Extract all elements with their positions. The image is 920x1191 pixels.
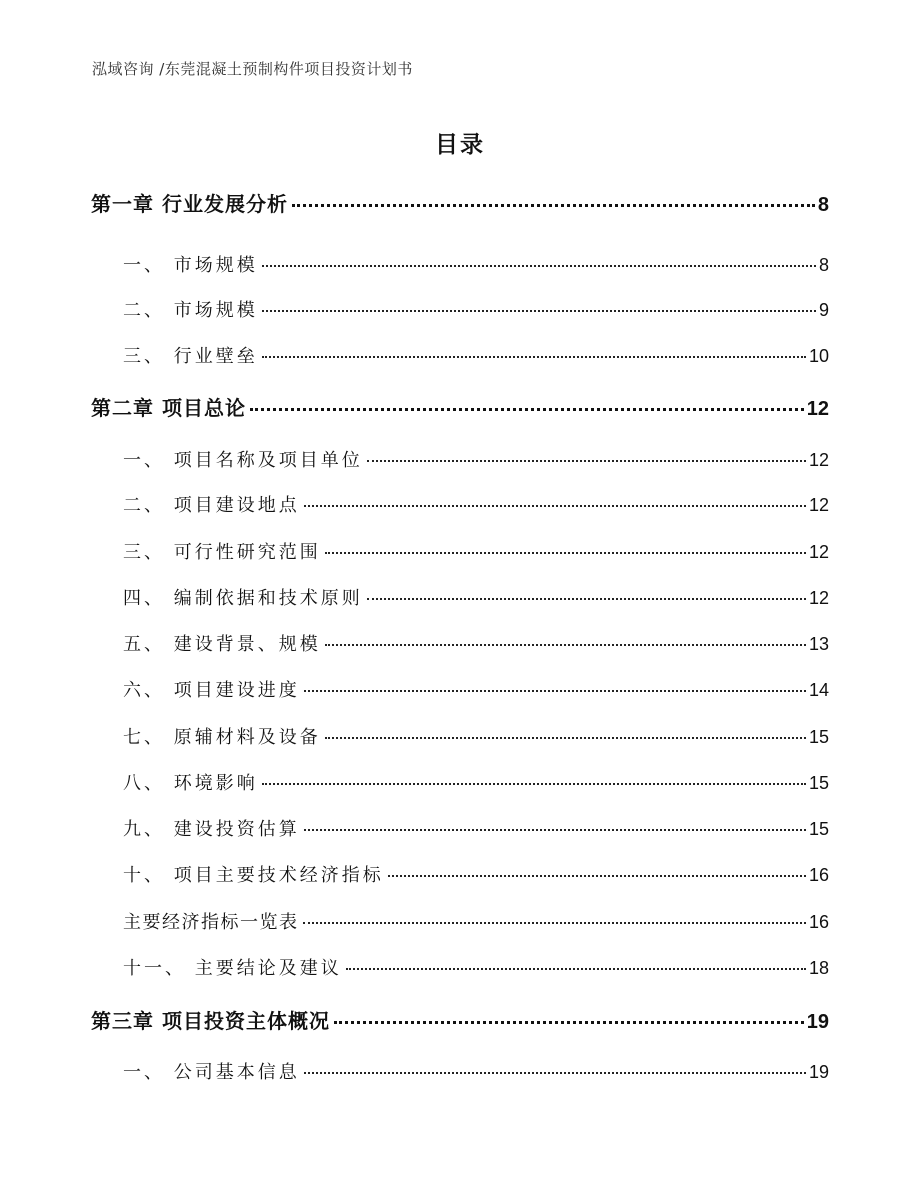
toc-section-2-1[interactable] xyxy=(123,446,829,472)
toc-page-number: 14 xyxy=(808,680,829,700)
toc-page-number: 10 xyxy=(808,346,829,366)
toc-section-3-1[interactable] xyxy=(123,1058,829,1084)
toc-entry-label: 四、 编制依据和技术原则 xyxy=(123,588,363,609)
toc-entry-label: 二、 项目建设地点 xyxy=(123,495,300,516)
toc-entry-label: 五、 建设背景、规模 xyxy=(123,634,321,655)
toc-page-number: 19 xyxy=(806,1011,829,1033)
toc-page-number: 12 xyxy=(806,398,829,420)
toc-section-2-2[interactable] xyxy=(123,491,829,517)
toc-entry-label: 主要经济指标一览表 xyxy=(123,912,299,933)
toc-chapter-2[interactable] xyxy=(91,392,829,421)
toc-page-number: 16 xyxy=(808,865,829,885)
dot-leader xyxy=(334,1021,804,1024)
toc-section-1-1[interactable] xyxy=(123,251,829,277)
toc-entry-label: 七、 原辅材料及设备 xyxy=(123,727,321,748)
toc-page-number: 8 xyxy=(817,194,829,216)
toc-page-number: 12 xyxy=(808,542,829,562)
toc-entry-label: 三、 可行性研究范围 xyxy=(123,542,321,563)
toc-entry-label: 三、 行业壁垒 xyxy=(123,346,258,367)
page-title: 目录 xyxy=(435,132,485,158)
toc-page-number: 15 xyxy=(808,727,829,747)
dot-leader xyxy=(262,356,806,358)
dot-leader xyxy=(292,204,815,207)
toc-section-2-7[interactable] xyxy=(123,723,829,749)
toc-entry-label: 八、 环境影响 xyxy=(123,773,258,794)
toc-entry-label: 二、 市场规模 xyxy=(123,300,258,321)
toc-section-2-5[interactable] xyxy=(123,630,829,656)
toc-page-number: 12 xyxy=(808,495,829,515)
toc-entry-label: 第二章 项目总论 xyxy=(91,396,246,420)
dot-leader xyxy=(303,922,806,924)
header-divider xyxy=(92,84,828,85)
dot-leader xyxy=(250,408,804,411)
dot-leader xyxy=(304,1072,806,1074)
toc-section-2-3[interactable] xyxy=(123,538,829,564)
dot-leader xyxy=(367,460,806,462)
toc-page-number: 12 xyxy=(808,450,829,470)
toc-page-number: 18 xyxy=(808,958,829,978)
dot-leader xyxy=(346,968,806,970)
dot-leader xyxy=(304,505,806,507)
toc-page-number: 12 xyxy=(808,588,829,608)
toc-entry-label: 第一章 行业发展分析 xyxy=(91,192,288,216)
toc-page-number: 16 xyxy=(808,912,829,932)
toc-entry-label: 十、 项目主要技术经济指标 xyxy=(123,865,384,886)
toc-section-2-11[interactable] xyxy=(123,954,829,980)
dot-leader xyxy=(325,552,806,554)
toc-page-number: 8 xyxy=(818,255,829,275)
dot-leader xyxy=(304,829,806,831)
dot-leader xyxy=(367,598,806,600)
toc-chapter-1[interactable] xyxy=(91,188,829,217)
toc-section-2-8[interactable] xyxy=(123,769,829,795)
toc-entry-label: 六、 项目建设进度 xyxy=(123,680,300,701)
toc-page-number: 15 xyxy=(808,773,829,793)
dot-leader xyxy=(262,783,806,785)
toc-section-2-10[interactable] xyxy=(123,861,829,887)
toc-section-2-6[interactable] xyxy=(123,676,829,702)
toc-entry-label: 一、 项目名称及项目单位 xyxy=(123,450,363,471)
toc-entry-label: 一、 市场规模 xyxy=(123,255,258,276)
toc-page-number: 13 xyxy=(808,634,829,654)
dot-leader xyxy=(388,875,806,877)
toc-page-number: 15 xyxy=(808,819,829,839)
toc-entry-label: 一、 公司基本信息 xyxy=(123,1062,300,1083)
toc-page-number: 9 xyxy=(818,300,829,320)
toc-table-entry[interactable] xyxy=(123,908,829,934)
toc-section-1-3[interactable] xyxy=(123,342,829,368)
toc-chapter-3[interactable] xyxy=(91,1005,829,1034)
toc-entry-label: 第三章 项目投资主体概况 xyxy=(91,1009,330,1033)
toc-entry-label: 十一、 主要结论及建议 xyxy=(123,958,342,979)
toc-section-2-4[interactable] xyxy=(123,584,829,610)
running-header: 泓域咨询 /东莞混凝土预制构件项目投资计划书 xyxy=(92,60,413,78)
toc-section-2-9[interactable] xyxy=(123,815,829,841)
dot-leader xyxy=(304,690,806,692)
dot-leader xyxy=(325,644,806,646)
toc-entry-label: 九、 建设投资估算 xyxy=(123,819,300,840)
toc-section-1-2[interactable] xyxy=(123,296,829,322)
toc-page-number: 19 xyxy=(808,1062,829,1082)
dot-leader xyxy=(262,265,816,267)
dot-leader xyxy=(262,310,816,312)
dot-leader xyxy=(325,737,806,739)
